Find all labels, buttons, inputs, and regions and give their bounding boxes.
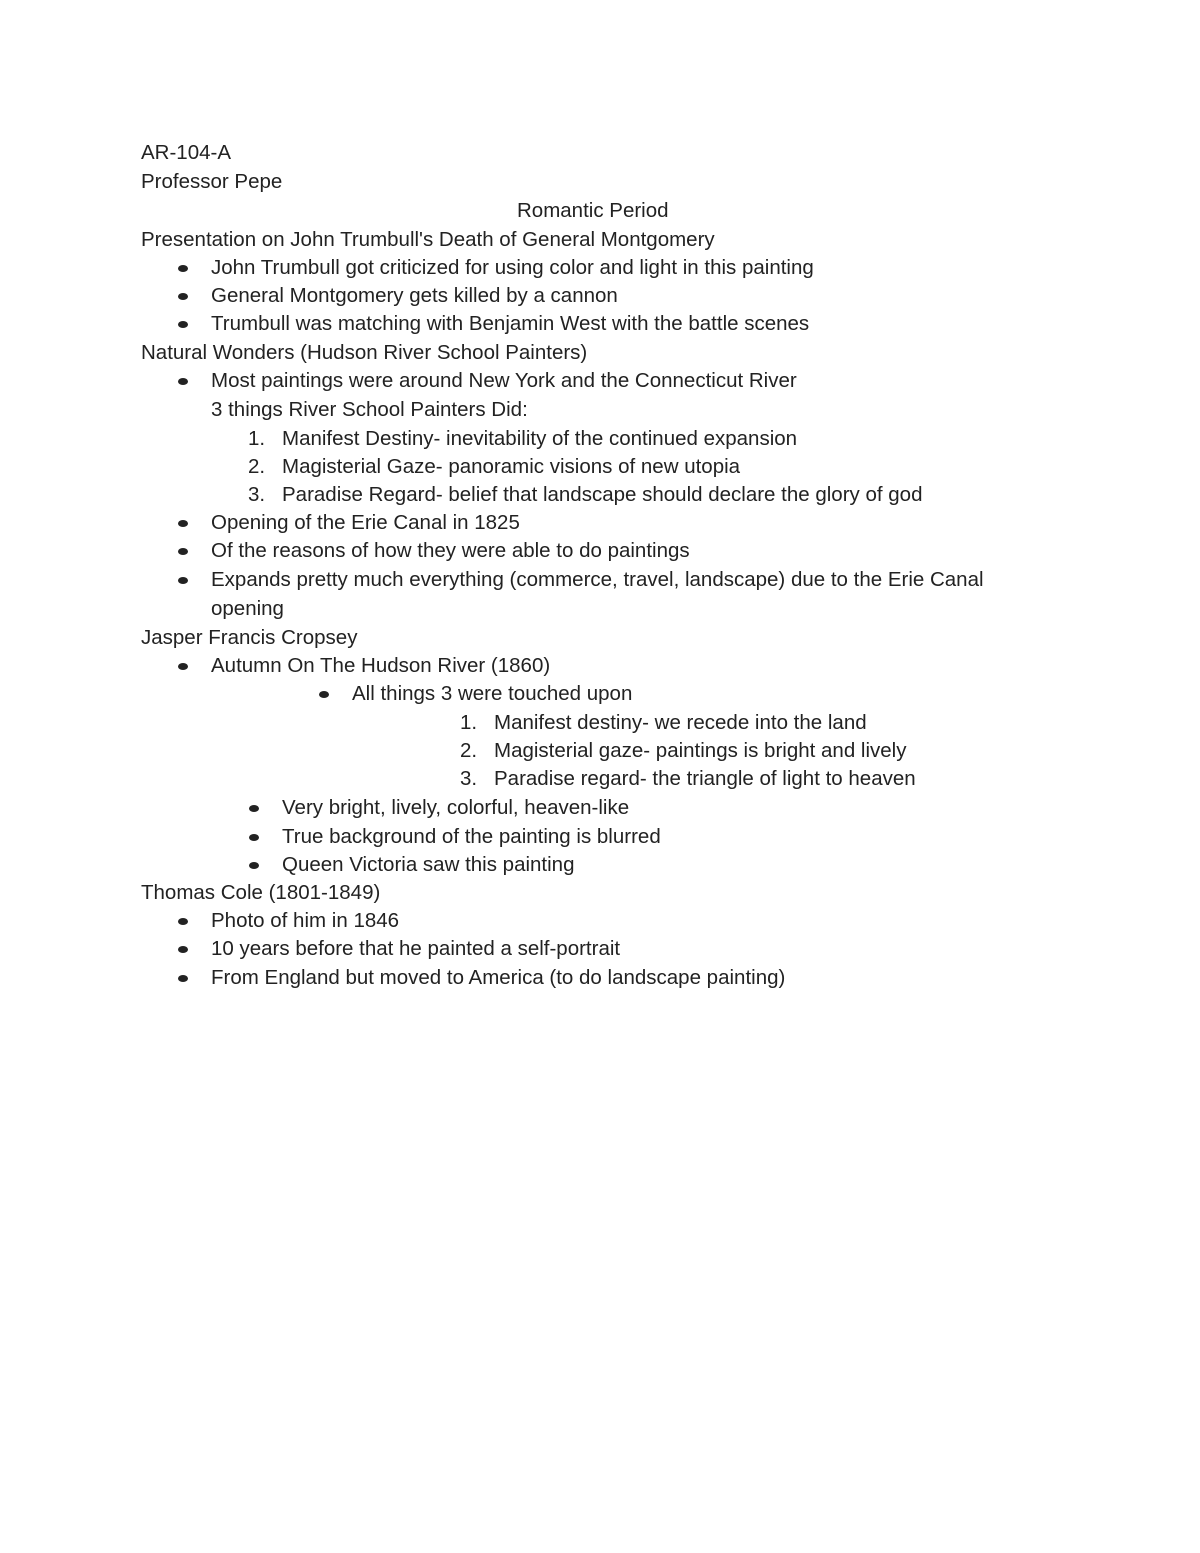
bullet-icon [249, 862, 259, 869]
bullet-icon [178, 520, 188, 527]
list-item: 10 years before that he painted a self-portrait [211, 937, 621, 960]
list-item: General Montgomery gets killed by a cannon [211, 284, 618, 307]
list-item: True background of the painting is blurred [282, 825, 661, 848]
page-title: Romantic Period [517, 199, 669, 222]
course-code: AR-104-A [141, 141, 232, 164]
list-item: Trumbull was matching with Benjamin West with the battle scenes [211, 312, 810, 335]
bullet-icon [178, 577, 188, 584]
list-number: 3. [248, 483, 266, 506]
list-item: Expands pretty much everything (commerce, travel, landscape) due to the Erie Canal [211, 568, 984, 591]
bullet-icon [178, 548, 188, 555]
sub-label: 3 things River School Painters Did: [211, 398, 528, 421]
list-number: 2. [460, 739, 478, 762]
bullet-icon [178, 918, 188, 925]
list-number: 2. [248, 455, 266, 478]
list-item: Autumn On The Hudson River (1860) [211, 654, 551, 677]
numbered-item: Magisterial gaze- paintings is bright and lively [494, 739, 907, 762]
sub-list-item: All things 3 were touched upon [352, 682, 633, 705]
list-item: Opening of the Erie Canal in 1825 [211, 511, 520, 534]
professor-name: Professor Pepe [141, 170, 283, 193]
list-item: Very bright, lively, colorful, heaven-like [282, 796, 630, 819]
bullet-icon [178, 293, 188, 300]
bullet-icon [178, 378, 188, 385]
list-item: Photo of him in 1846 [211, 909, 400, 932]
list-number: 1. [248, 427, 266, 450]
list-number: 1. [460, 711, 478, 734]
list-item: John Trumbull got criticized for using color and light in this painting [211, 256, 814, 279]
list-number: 3. [460, 767, 478, 790]
bullet-icon [249, 805, 259, 812]
bullet-icon [319, 691, 329, 698]
list-item-continuation: opening [211, 597, 284, 620]
list-item: Of the reasons of how they were able to do paintings [211, 539, 690, 562]
bullet-icon [178, 321, 188, 328]
list-item: Queen Victoria saw this painting [282, 853, 575, 876]
bullet-icon [178, 265, 188, 272]
section-heading: Thomas Cole (1801-1849) [141, 881, 381, 904]
bullet-icon [249, 834, 259, 841]
numbered-item: Paradise regard- the triangle of light to heaven [494, 767, 916, 790]
section-heading: Natural Wonders (Hudson River School Painters) [141, 341, 588, 364]
numbered-item: Manifest Destiny- inevitability of the continued expansion [282, 427, 798, 450]
list-item: From England but moved to America (to do landscape painting) [211, 966, 786, 989]
bullet-icon [178, 946, 188, 953]
numbered-item: Magisterial Gaze- panoramic visions of new utopia [282, 455, 741, 478]
bullet-icon [178, 975, 188, 982]
bullet-icon [178, 663, 188, 670]
list-item: Most paintings were around New York and the Connecticut River [211, 369, 797, 392]
numbered-item: Paradise Regard- belief that landscape should declare the glory of god [282, 483, 923, 506]
numbered-item: Manifest destiny- we recede into the land [494, 711, 867, 734]
section-heading: Presentation on John Trumbull's Death of General Montgomery [141, 228, 715, 251]
section-heading: Jasper Francis Cropsey [141, 626, 358, 649]
